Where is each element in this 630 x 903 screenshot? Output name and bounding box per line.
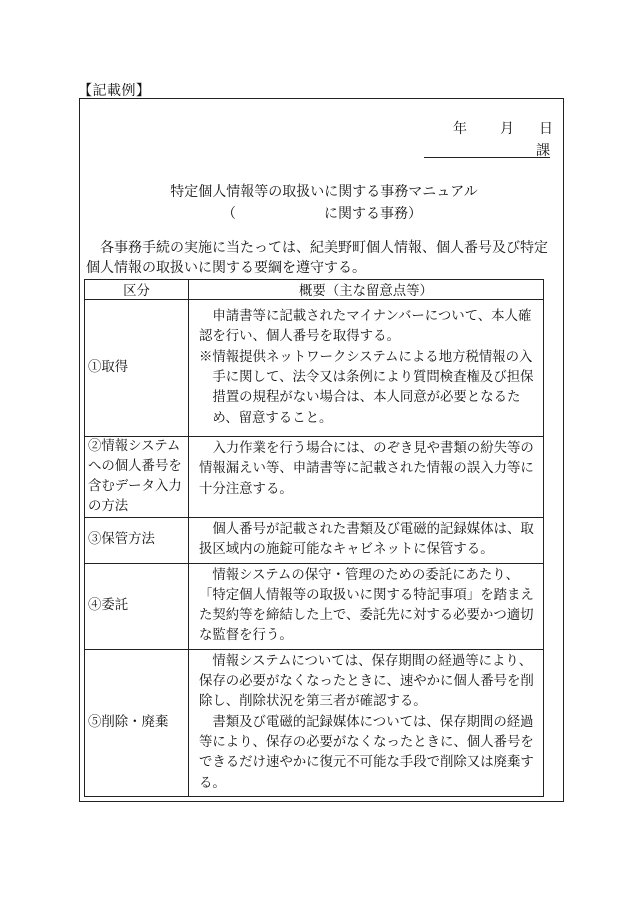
department-label: 課 [536,143,550,159]
intro-paragraph [86,238,556,278]
table-row [85,518,544,564]
row-summary [189,563,544,649]
row-paragraph: 情報システムの保守・管理のための委託にあたり、「特定個人情報等の取扱いに関する特記事項」を踏まえた契約等を締結した上で、委託先に対する必要かつ適切な監督を行う。 [199,567,534,644]
row-category: ③保管方法 [85,518,189,564]
row-category: ②情報システムへの個人番号を含むデータ入力の方法 [85,437,189,518]
table-header-row [85,280,544,300]
table-row [85,649,544,796]
row-summary [189,649,544,796]
row-category: ④委託 [85,563,189,649]
intro-line-1: 各事務手続の実施に当たっては、紀美野町個人情報、個人番号及び特定 [100,240,548,256]
row-paragraph: 個人番号が記載された書類及び電磁的記録媒体は、取扱区域内の施錠可能なキャビネットに保管する。 [199,522,534,558]
header-summary: 概要（主な留意点等） [189,280,544,300]
row-paragraph: 情報システムについては、保存期間の経過等により、保存の必要がなくなったときに、速やかに個人番号を削除し、削除状況を第三者が確認する。 [199,653,534,710]
intro-line-2: 個人情報の取扱いに関する要綱を遵守する。 [86,260,366,276]
date-day: 日 [539,121,553,137]
row-summary [189,437,544,518]
example-label: 【記載例】 [78,83,151,99]
row-paragraph: 書類及び電磁的記録媒体については、保存期間の経過等により、保存の必要がなくなったときに、個人番号をできるだけ速やかに復元不可能な手段で削除又は廃棄する。 [199,714,534,791]
subtitle-open-paren: （ [222,206,236,222]
row-summary [189,518,544,564]
table-row [85,437,544,518]
date-month: 月 [500,121,514,137]
row-paragraph: 申請書等に記載されたマイナンバーについて、本人確認を行い、個人番号を取得する。 [199,309,532,345]
table-row [85,563,544,649]
table-row [85,300,544,437]
department-field [424,140,550,158]
subtitle-text: に関する事務） [324,206,422,222]
row-category: ①取得 [85,300,189,437]
document-title: 特定個人情報等の取扱いに関する事務マニュアル [170,184,478,200]
row-summary [189,300,544,437]
row-category: ⑤削除・廃棄 [85,649,189,796]
date-year: 年 [453,121,467,137]
header-category: 区分 [85,280,189,300]
row-paragraph: 入力作業を行う場合には、のぞき見や書類の紛失等の情報漏えい等、申請書等に記載された情報の誤入力等に十分注意する。 [199,441,534,497]
row-note: ※情報提供ネットワークシステムによる地方税情報の入手に関して、法令又は条例により質問検査権及び担保措置の規程がない場合は、本人同意が必要となるため、留意すること。 [199,349,534,426]
procedure-table [84,279,544,797]
